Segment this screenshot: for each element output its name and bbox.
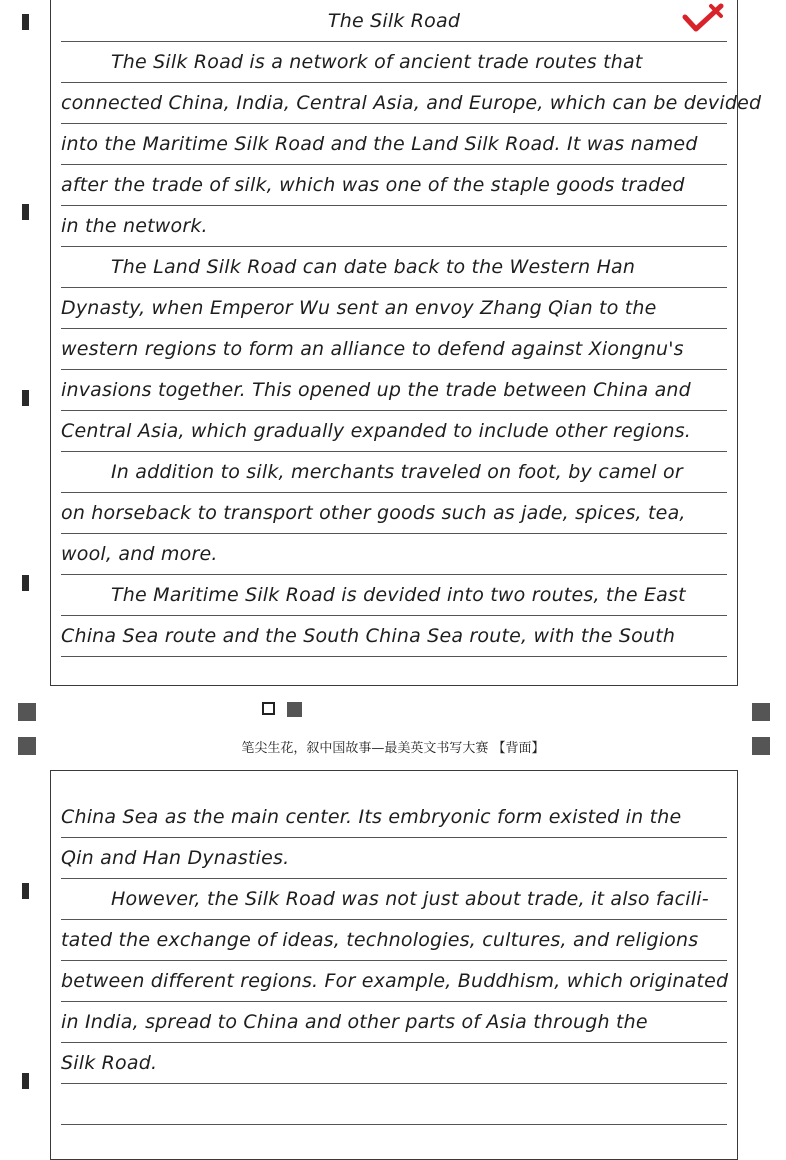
essay-line: tated the exchange of ideas, technologies, cultures, and religions [61,920,727,961]
essay-sheet-front [50,0,762,686]
registration-mark [22,1073,29,1089]
check-mark-icon [681,3,725,33]
essay-line: invasions together. This opened up the trade between China and [61,370,727,411]
essay-line: Qin and Han Dynasties. [61,838,727,879]
essay-line: However, the Silk Road was not just about trade, it also facili- [61,879,727,920]
essay-title: The Silk Road [61,1,727,42]
corner-mark [752,703,770,721]
marker-square-hollow [262,702,275,715]
essay-line: into the Maritime Silk Road and the Land Silk Road. It was named [61,124,727,165]
registration-mark [22,575,29,591]
registration-mark [22,390,29,406]
essay-line: The Silk Road is a network of ancient trade routes that [61,42,727,83]
essay-line: western regions to form an alliance to defend against Xiongnu's [61,329,727,370]
essay-line: Silk Road. [61,1043,727,1084]
essay-line: Dynasty, when Emperor Wu sent an envoy Zhang Qian to the [61,288,727,329]
essay-line: In addition to silk, merchants traveled on foot, by camel or [61,452,727,493]
essay-line: in the network. [61,206,727,247]
essay-line: on horseback to transport other goods such as jade, spices, tea, [61,493,727,534]
essay-line: China Sea route and the South China Sea route, with the South [61,616,727,657]
back-page-heading: 笔尖生花，叙中国故事—最美英文书写大赛 【背面】 [241,741,545,756]
essay-line: wool, and more. [61,534,727,575]
registration-mark [22,204,29,220]
essay-line: The Maritime Silk Road is devided into two routes, the East [61,575,727,616]
essay-line: in India, spread to China and other parts of Asia through the [61,1002,727,1043]
essay-line: Central Asia, which gradually expanded to include other regions. [61,411,727,452]
essay-line: after the trade of silk, which was one of the staple goods traded [61,165,727,206]
marker-square-solid [287,702,302,717]
essay-line: connected China, India, Central Asia, and Europe, which can be devided [61,83,727,124]
corner-mark [18,703,36,721]
essay-sheet-back [50,770,738,1160]
essay-line [61,1084,727,1125]
essay-line: China Sea as the main center. Its embryonic form existed in the [61,797,727,838]
essay-line: The Land Silk Road can date back to the Western Han [61,247,727,288]
registration-mark [22,883,29,899]
registration-mark [22,14,29,30]
essay-line: between different regions. For example, Buddhism, which originated [61,961,727,1002]
